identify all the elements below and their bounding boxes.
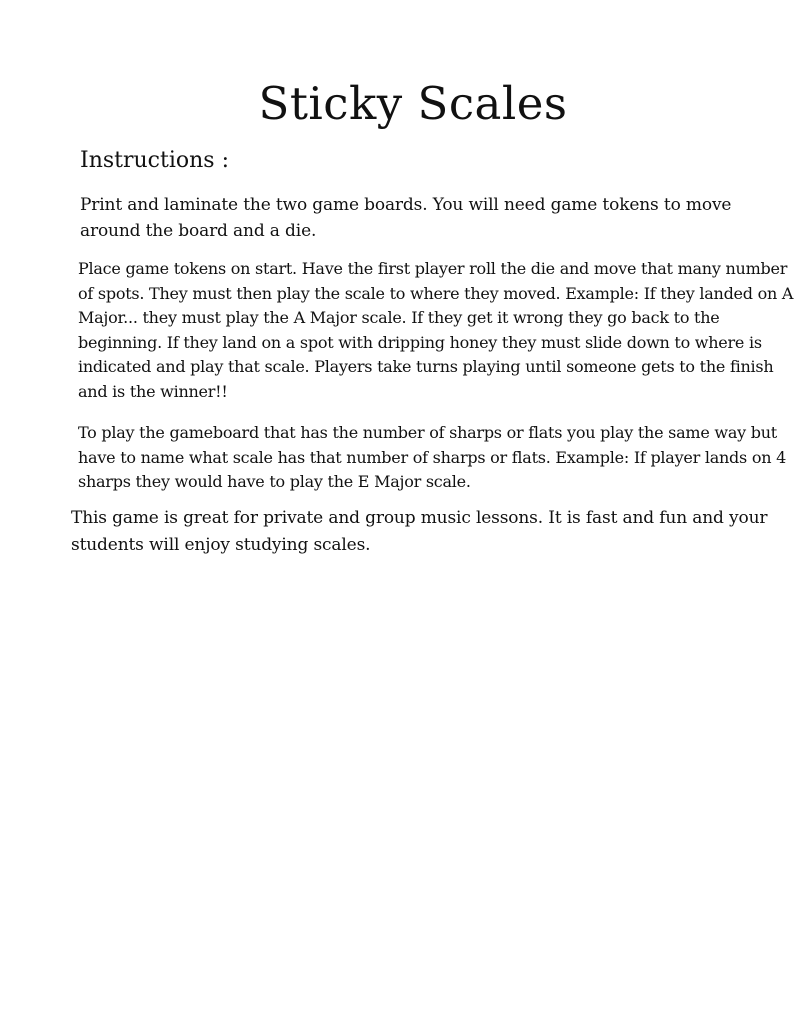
paragraph-summary: This game is great for private and group music lessons. It is fast and fun and your students will enjoy studying scales. <box>71 508 768 555</box>
instructions-heading: Instructions : <box>80 148 229 173</box>
paragraph-materials: Print and laminate the two game boards. You will need game tokens to move around the board and a die. <box>80 195 732 241</box>
paragraph-sharps-flats-variant: To play the gameboard that has the number of sharps or flats you play the same way but have to name what scale has that number of sharps or flats. Example: If player lands on 4 sharps they would have to play the E Major scale. <box>78 423 787 491</box>
page-title: Sticky Scales <box>258 77 568 130</box>
paragraph-how-to-play: Place game tokens on start. Have the first player roll the die and move that many number of spots. They must then play the scale to where they moved. Example: If they landed on A Major... they must play the A Major scale. If they get it wrong they go back to the beginning. If they land on a spot with dripping honey they must slide down to where is indicated and play that scale. Players take turns playing until someone gets to the finish and is the winner!! <box>78 259 794 401</box>
